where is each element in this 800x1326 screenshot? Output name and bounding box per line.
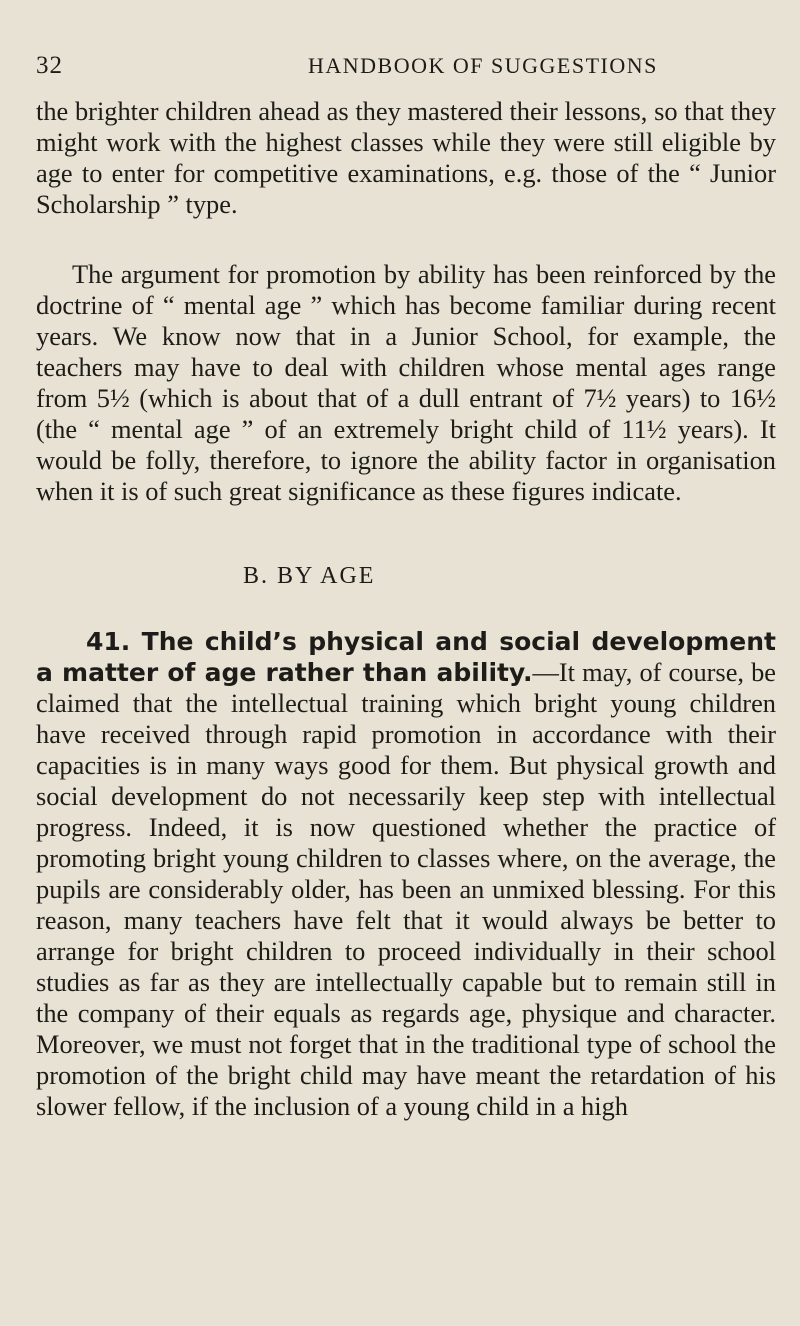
- paragraph-mental-age: The argument for promotion by ability has been reinforced by the doctrine of “ mental age ” which has become familiar during recent years. We know now that in a Junior School, for example, the teachers may have to deal with children whose mental ages range from 5½ (which is about that of a dull entrant of 7½ years) to 16½ (the “ mental age ” of an extremely bright child of 11½ years). It would be folly, therefore, to ignore the ability factor in organisation when it is of such great significance as these figures indicate.: [36, 259, 776, 506]
- page-header: [36, 46, 776, 86]
- paragraph-continuation: the brighter children ahead as they mastered their lessons, so that they might work with the highest classes while they were still eligible by age to enter for competitive examinations, e.g. those of the “ Junior Scholarship ” type.: [36, 96, 776, 219]
- section-heading-text: B. BY AGE: [243, 563, 376, 589]
- running-title: HANDBOOK OF SUGGESTIONS: [308, 53, 658, 78]
- paragraph-41: [36, 626, 776, 1122]
- paragraph-41-body: —It may, of course, be claimed that the intellectual training which bright young children have received through rapid promotion in accordance with their capacities is in many ways good for them. But physical growth and social development do not necessarily keep step with intellectual progress. Indeed, it is now questioned whether the practice of promoting bright young children to classes where, on the average, the pupils are considerably older, has been an unmixed blessing. For this reason, many teachers have felt that it would always be better to arrange for bright children to proceed individually in their school studies as far as they are intellectually capable but to remain still in the company of their equals as regards age, physique and character. Moreover, we must not forget that in the traditional type of school the promotion of the bright child may have meant the retardation of his slower fellow, if the inclusion of a young child in a high: [36, 657, 776, 1121]
- paragraph-41-heading: 41. The child’s physical and social development a matter of age rather than ability.: [36, 627, 776, 687]
- page-number: 32: [36, 52, 63, 79]
